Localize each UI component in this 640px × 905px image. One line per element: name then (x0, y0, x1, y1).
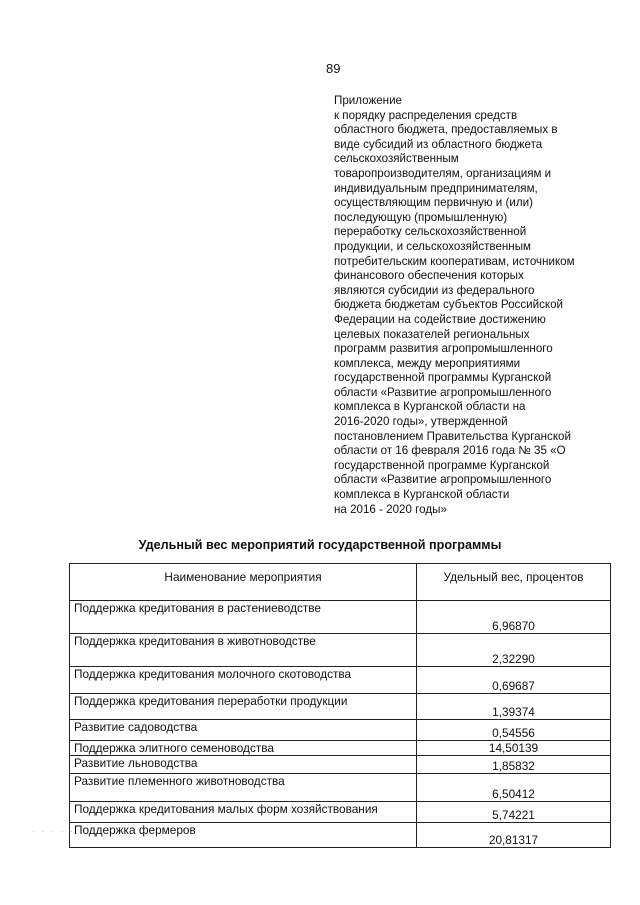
row-value: 5,74221 (417, 802, 611, 823)
table-title: Удельный вес мероприятий государственной программы (138, 538, 502, 552)
appendix-line: осуществляющим первичную и (или) (334, 196, 533, 210)
appendix-line: области «Развитие агропромышленного (334, 473, 552, 487)
appendix-line: государственной программе Курганской (334, 458, 550, 472)
measures-table (69, 563, 611, 848)
appendix-line: 2016-2020 годы», утвержденной (334, 415, 508, 429)
row-value: 6,50412 (417, 774, 611, 802)
appendix-line: к порядку распределения средств (334, 108, 518, 122)
appendix-line: переработку сельскохозяйственной (334, 225, 527, 239)
row-value: 0,69687 (417, 667, 611, 694)
appendix-line: сельскохозяйственным (334, 152, 459, 166)
page-number: 89 (326, 61, 341, 76)
table-row (70, 774, 611, 802)
table-row (70, 720, 611, 741)
appendix-line: комплекса в Курганской области на (334, 400, 526, 414)
table-row (70, 667, 611, 694)
row-name: Поддержка кредитования переработки продукции (70, 694, 417, 720)
appendix-line: области от 16 февраля 2016 года № 35 «О (334, 444, 566, 458)
appendix-line: комплекса в Курганской области (334, 488, 510, 502)
table-row (70, 634, 611, 667)
appendix-line: области «Развитие агропромышленного (334, 385, 552, 399)
appendix-line: товаропроизводителям, организациям и (334, 166, 552, 180)
appendix-line: являются субсидии из федерального (334, 283, 535, 297)
table-header-row (70, 564, 611, 601)
table-row (70, 741, 611, 756)
appendix-line: последующую (промышленную) (334, 210, 508, 224)
appendix-line: продукции, и сельскохозяйственным (334, 239, 532, 253)
appendix-line: целевых показателей региональных (334, 327, 530, 341)
row-value: 1,39374 (417, 694, 611, 720)
appendix-line: областного бюджета, предоставляемых в (334, 123, 558, 137)
row-name: Поддержка кредитования в животноводстве (70, 634, 417, 667)
table-row (70, 802, 611, 823)
appendix-line: Федерации на содействие достижению (334, 312, 546, 326)
row-value: 0,54556 (417, 720, 611, 741)
appendix-line: на 2016 - 2020 годы» (334, 502, 447, 516)
row-name: Развитие садоводства (70, 720, 417, 741)
appendix-line: государственной программы Курганской (334, 371, 552, 385)
table-row (70, 756, 611, 774)
row-value: 6,96870 (417, 601, 611, 634)
table-row (70, 601, 611, 634)
appendix-line: финансового обеспечения которых (334, 269, 524, 283)
row-name: Развитие племенного животноводства (70, 774, 417, 802)
row-name: Поддержка фермеров (70, 823, 417, 848)
row-value: 1,85832 (417, 756, 611, 774)
column-header-name: Наименование мероприятия (70, 564, 417, 601)
row-value: 20,81317 (417, 823, 611, 848)
row-value: 2,32290 (417, 634, 611, 667)
row-value: 14,50139 (417, 741, 611, 756)
appendix-line: комплекса, между мероприятиями (334, 356, 521, 370)
appendix-line: бюджета бюджетам субъектов Российской (334, 298, 564, 312)
table-row (70, 694, 611, 720)
row-name: Поддержка кредитования молочного скотоводства (70, 667, 417, 694)
appendix-line: Приложение (334, 94, 403, 107)
row-name: Поддержка элитного семеноводства (70, 741, 417, 756)
row-name: Поддержка кредитования малых форм хозяйствования (70, 802, 417, 823)
appendix-line: виде субсидий из областного бюджета (334, 137, 543, 151)
appendix-line: постановлением Правительства Курганской (334, 429, 571, 443)
row-name: Поддержка кредитования в растениеводстве (70, 601, 417, 634)
scan-dots: · · · · · (32, 826, 75, 836)
column-header-weight: Удельный вес, процентов (417, 564, 611, 601)
row-name: Развитие льноводства (70, 756, 417, 774)
appendix-line: программ развития агропромышленного (334, 342, 553, 356)
table-row (70, 823, 611, 848)
appendix-line: индивидуальным предпринимателям, (334, 181, 538, 195)
appendix-note (334, 94, 624, 517)
appendix-line: потребительским кооперативам, источником (334, 254, 575, 268)
